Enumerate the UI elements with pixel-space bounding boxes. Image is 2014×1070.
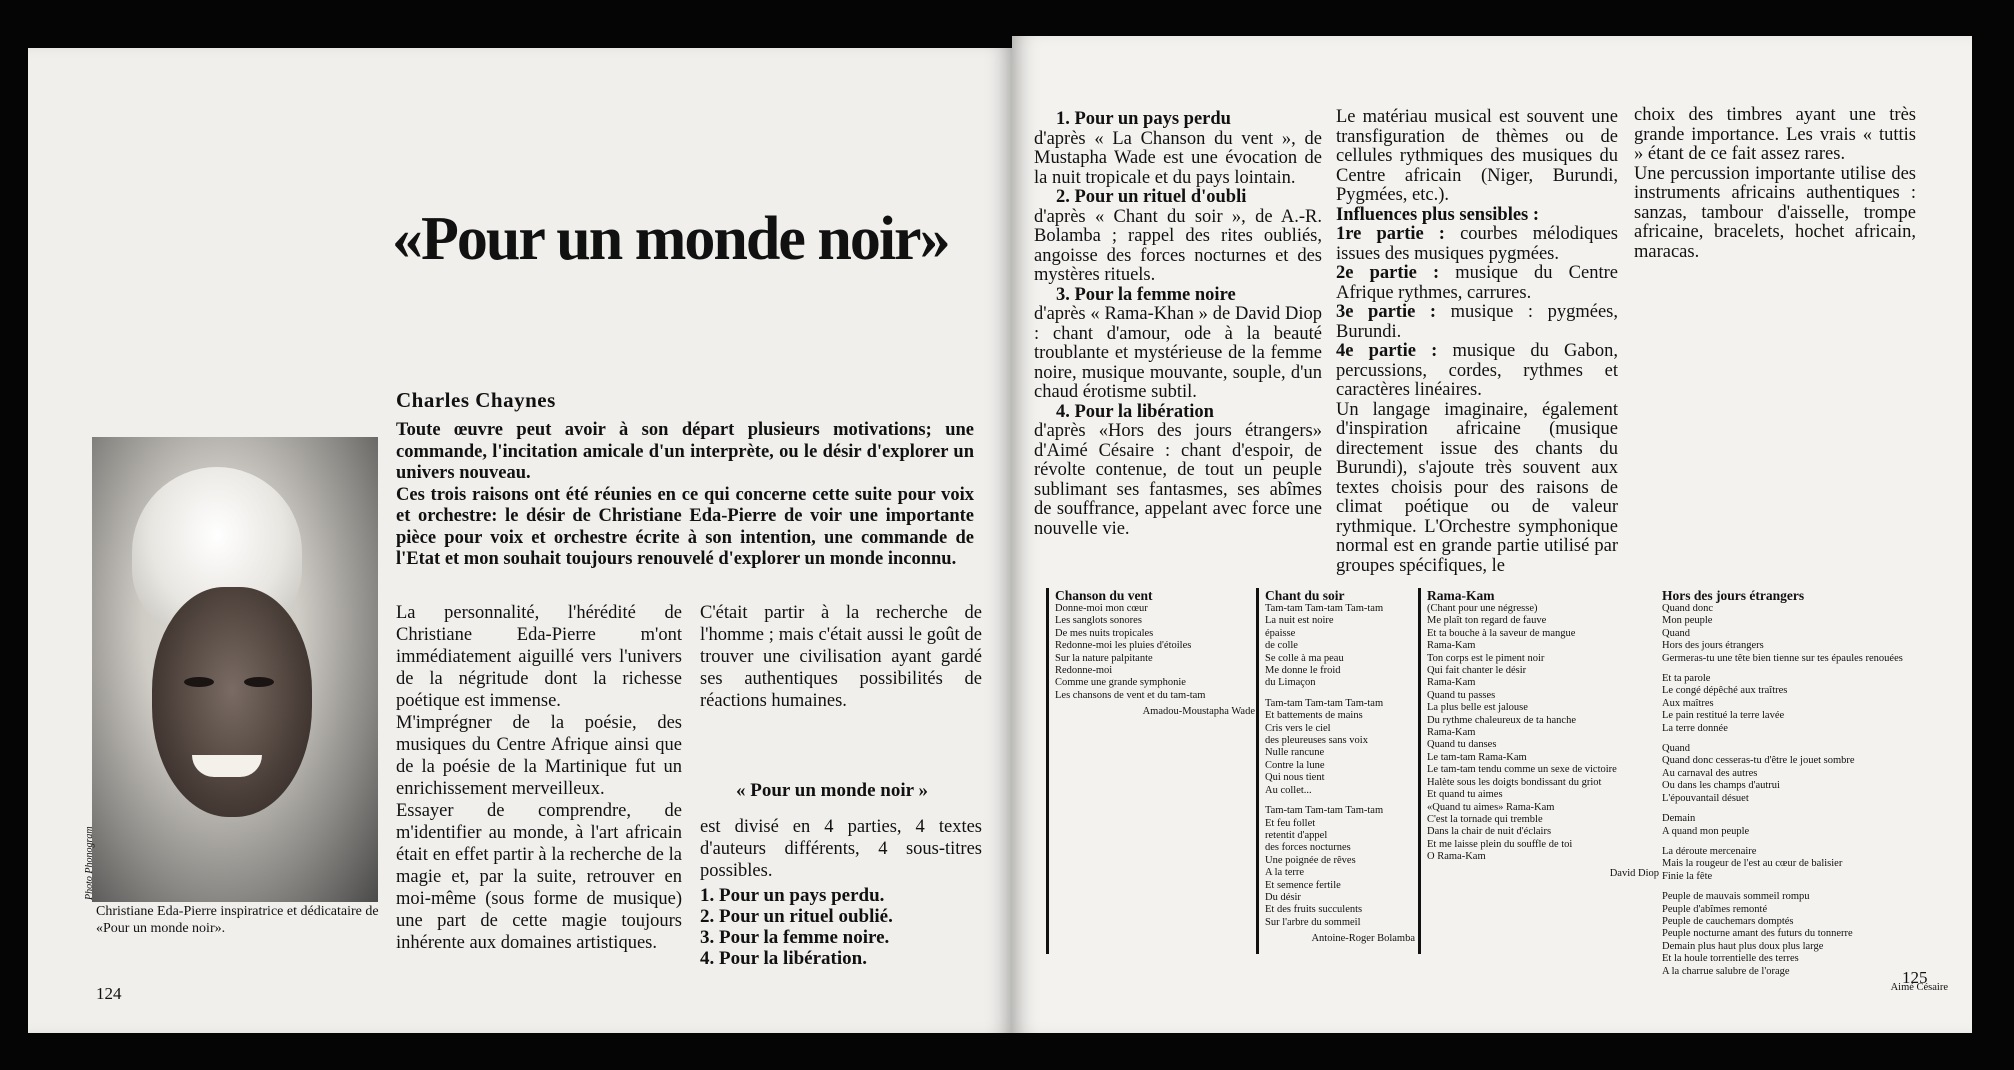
part-heading: 4. Pour la libération	[1056, 401, 1214, 422]
poem-author: Amadou-Moustapha Wade	[1142, 706, 1255, 718]
poem-line: Mais la rougeur de l'est au cœur de balisier	[1662, 858, 1843, 870]
poem-line: A la charrue salubre de l'orage	[1662, 965, 1790, 977]
right-column-2	[1336, 108, 1618, 576]
poem-line: Au carnaval des autres	[1662, 767, 1758, 779]
poem-line: de colle	[1265, 640, 1298, 652]
poem-title: Hors des jours étrangers	[1662, 588, 1805, 603]
poem-line: Cris vers le ciel	[1265, 722, 1331, 734]
poem-line	[1662, 735, 1948, 743]
poem-line: Donne-moi mon cœur	[1055, 603, 1148, 614]
poem-line: Et ta parole	[1662, 673, 1711, 685]
poem-line: Peuple nocturne amant des futurs du tonnerre	[1662, 928, 1853, 940]
poem-author: Antoine-Roger Bolamba	[1311, 933, 1415, 945]
part-text: courbes mélodiques issues des musiques pygmées.	[1336, 224, 1619, 264]
poem-author: David Diop	[1609, 867, 1659, 879]
poem-line: Et la houle torrentielle des terres	[1662, 953, 1799, 965]
poem-line: Contre la lune	[1265, 759, 1325, 771]
body-paragraph: C'était partir à la recherche de l'homme ; mais c'était aussi le goût de trouver une civilisation ayant gardé ses authentiques possibilités de réactions humaines.	[700, 603, 982, 711]
poem-line: De mes nuits tropicales	[1055, 627, 1154, 639]
poem-line: Les sanglots sonores	[1055, 615, 1142, 627]
poem-line: Quand tu passes	[1427, 689, 1496, 701]
poem-line: Et me laisse plein du souffle de toi	[1427, 838, 1573, 850]
poem-line: Aux maîtres	[1662, 697, 1714, 709]
portrait-photo	[92, 437, 378, 902]
part-label: 1re partie :	[1336, 224, 1445, 244]
list-item: 3. Pour la femme noire.	[700, 927, 890, 948]
poem-line: Et semence fertile	[1265, 879, 1341, 891]
poem-line: Redonne-moi les pluies d'étoiles	[1055, 640, 1192, 652]
poem-line: Rama-Kam	[1427, 640, 1476, 652]
poem-line: Germeras-tu une tête bien tienne sur tes épaules renouées	[1662, 652, 1903, 664]
poem-line	[1662, 883, 1948, 891]
poem-line: O Rama-Kam	[1427, 851, 1486, 863]
poem-line: Comme une grande symphonie	[1055, 677, 1186, 689]
poem-line: L'épouvantail désuet	[1662, 792, 1749, 804]
poem-line: Nulle rancune	[1265, 747, 1325, 759]
poem-line: Du rythme chaleureux de ta hanche	[1427, 714, 1576, 726]
poem-block	[1418, 588, 1659, 954]
part-heading: 2. Pour un rituel d'oubli	[1056, 187, 1247, 207]
poem-line: Et feu follet	[1265, 817, 1316, 829]
poem-line: Qui nous tient	[1265, 772, 1325, 784]
poem-line	[1662, 838, 1948, 846]
poem-line: La terre donnée	[1662, 722, 1728, 734]
part-heading: 1. Pour un pays perdu	[1056, 109, 1231, 129]
parts-list	[700, 885, 893, 969]
poem-line: Le pain restitué la terre lavée	[1662, 710, 1785, 722]
poem-line: des forces nocturnes	[1265, 842, 1351, 854]
poem-line: Mon peuple	[1662, 615, 1713, 627]
part-text: d'après « La Chanson du vent », de Mustapha Wade est une évocation de la nuit tropicale et du pays lointain.	[1034, 128, 1322, 188]
poem-line: retentit d'appel	[1265, 829, 1328, 841]
body-paragraph: Un langage imaginaire, également d'inspiration africaine (musique directement issue des chants du Burundi), s'ajoute très souvent aux textes choisis pour des raisons de climat poétique ou de valeur rythmique. L'Orchestre symphonique normal est en grande partie utilisé par groupes spécifiques, le	[1336, 399, 1618, 576]
right-column-1	[1034, 110, 1322, 539]
poem-line: A la terre	[1265, 867, 1305, 879]
intro-paragraph: Toute œuvre peut avoir à son départ plusieurs motivations; une commande, l'incitation amicale d'un interprète, ou le désir d'explorer un univers nouveau.	[396, 420, 974, 483]
poem-line: Tam-tam Tam-tam Tam-tam	[1265, 805, 1384, 817]
poem-line: Quand tu danses	[1427, 739, 1497, 751]
influences-heading: Influences plus sensibles :	[1336, 204, 1540, 225]
poem-line: Qui fait chanter le désir	[1427, 665, 1527, 677]
poem-line: Les chansons de vent et du tam-tam	[1055, 689, 1206, 701]
poem-line: Dans la chair de nuit d'éclairs	[1427, 826, 1552, 838]
poem-line: Me plaît ton regard de fauve	[1427, 615, 1547, 627]
poem-line: «Quand tu aimes» Rama-Kam	[1427, 801, 1555, 813]
poem-line: Quand donc cesseras-tu d'être le jouet sombre	[1662, 755, 1855, 767]
poem-line: La déroute mercenaire	[1662, 845, 1757, 857]
poem-line: Finie la fête	[1662, 870, 1713, 882]
poem-author: Aimé Césaire	[1890, 981, 1948, 993]
part-text: d'après «Hors des jours étrangers» d'Aimé Césaire : chant d'espoir, de révolte contenue, de tout un peuple sublimant ses fantasmes, ses abîmes de souffrance, appelant avec force une nouvelle vie.	[1034, 421, 1322, 539]
poem-line: Ton corps est le piment noir	[1427, 652, 1545, 664]
poem-line: Tam-tam Tam-tam Tam-tam	[1265, 697, 1384, 709]
poem-line: C'est la tornade qui tremble	[1427, 813, 1543, 825]
left-column-2	[700, 602, 982, 712]
poem-line: Du désir	[1265, 891, 1301, 903]
poem-title: Chant du soir	[1265, 588, 1345, 603]
body-paragraph: Essayer de comprendre, de m'identifier au monde, à l'art africain était en effet partir à la recherche de la magie et, par la suite, retrouver en moi-même (sous forme de musique) une part de cette magie toujours inhérente aux domaines artistiques.	[396, 801, 682, 953]
poem-line: Et des fruits succulents	[1265, 904, 1363, 916]
poem-line: La plus belle est jalouse	[1427, 702, 1528, 714]
poem-line: Demain	[1662, 813, 1696, 825]
page-number-right: 125	[1902, 968, 1928, 987]
left-column-1	[396, 602, 682, 954]
body-paragraph: est divisé en 4 parties, 4 textes d'auteurs différents, 4 sous-titres possibles.	[700, 817, 982, 881]
poem-block	[1256, 588, 1415, 954]
list-item: 1. Pour un pays perdu.	[700, 885, 885, 906]
poem-line: Hors des jours étrangers	[1662, 640, 1764, 652]
poem-line: Et quand tu aimes	[1427, 789, 1503, 801]
poem-line: Peuple de mauvais sommeil rompu	[1662, 891, 1810, 903]
poem-line: Se colle à ma peau	[1265, 652, 1344, 664]
intro-text	[396, 420, 974, 571]
intro-paragraph: Ces trois raisons ont été réunies en ce qui concerne cette suite pour voix et orchestre: le désir de Christiane Eda-Pierre de voir une importante pièce pour voix et orchestre écrite à son intention, une commande de l'Etat et mon souhait toujours renouvelé d'explorer un monde inconnu.	[396, 484, 974, 569]
part-text: musique du Gabon, percussions, cordes, rythmes et caractères linéaires.	[1336, 341, 1619, 400]
poem-title: Rama-Kam	[1427, 588, 1495, 603]
poem-line: Le tam-tam Rama-Kam	[1427, 751, 1527, 763]
poem-line: Quand	[1662, 743, 1690, 755]
poem-line: épaisse	[1265, 627, 1296, 639]
article-title: «Pour un monde noir»	[392, 205, 949, 273]
poem-line	[1265, 797, 1415, 805]
poem-line: Et battements de mains	[1265, 710, 1363, 722]
poem-line: Redonne-moi	[1055, 665, 1113, 677]
section-subhead: « Pour un monde noir »	[736, 780, 928, 801]
poem-line: Et ta bouche à la saveur de mangue	[1427, 627, 1576, 639]
poem-line: Demain plus haut plus doux plus large	[1662, 940, 1824, 952]
photo-credit: Photo Phonogram	[84, 826, 95, 900]
list-item: 4. Pour la libération.	[700, 948, 867, 969]
poem-line: Peuple de cauchemars domptés	[1662, 915, 1794, 927]
part-label: 4e partie :	[1336, 341, 1438, 361]
poem-line: Le tam-tam tendu comme un sexe de victoire	[1427, 764, 1617, 776]
poem-line: Quand	[1662, 627, 1690, 639]
part-text: d'après « Chant du soir », de A.-R. Bolamba ; rappel des rites oubliés, angoisse des forces nocturnes et des mystères rituels.	[1034, 206, 1322, 285]
part-text: musique du Centre Afrique rythmes, carrures.	[1336, 263, 1618, 303]
body-paragraph: Le matériau musical est souvent une transfiguration de thèmes ou de cellules rythmiques des musiques du Centre africain (Niger, Burundi, Pygmées, etc.).	[1336, 107, 1618, 205]
poem-block	[1046, 588, 1255, 954]
poem-line: Ou dans les champs d'autrui	[1662, 780, 1780, 792]
page-number-left: 124	[96, 984, 122, 1003]
article-author: Charles Chaynes	[396, 388, 556, 412]
body-paragraph: La personnalité, l'hérédité de Christiane Eda-Pierre m'ont immédiatement aiguillé vers l'univers de la négritude dont la richesse poétique est immense.	[396, 603, 682, 711]
poem-line: du Limaçon	[1265, 677, 1316, 689]
left-column-2b	[700, 816, 982, 882]
poem-line: Tam-tam Tam-tam Tam-tam	[1265, 603, 1384, 614]
poem-line	[1662, 805, 1948, 813]
poem-subtitle: (Chant pour une négresse)	[1427, 603, 1538, 614]
poem-line: Me donne le froid	[1265, 665, 1341, 677]
poem-line: Halète sous les doigts bondissant du griot	[1427, 776, 1602, 788]
body-paragraph: M'imprégner de la poésie, des musiques du Centre Afrique ainsi que de la poésie de la Martinique fut un enrichissement merveilleux.	[396, 713, 682, 799]
poem-line: Le congé dépêché aux traîtres	[1662, 685, 1788, 697]
body-paragraph: Une percussion importante utilise des instruments africains authentiques : sanzas, tambour d'aisselle, trompe africaine, bracelets, hochet africain, maracas.	[1634, 163, 1916, 262]
list-item: 2. Pour un rituel oublié.	[700, 906, 893, 927]
poem-title: Chanson du vent	[1055, 588, 1153, 603]
right-column-3	[1634, 106, 1916, 262]
part-heading: 3. Pour la femme noire	[1056, 284, 1236, 305]
poem-line: La nuit est noire	[1265, 615, 1334, 627]
poem-line: Sur l'arbre du sommeil	[1265, 916, 1361, 928]
part-label: 2e partie :	[1336, 263, 1440, 283]
poem-line: Quand donc	[1662, 603, 1714, 614]
poem-line: Peuple d'abîmes remonté	[1662, 903, 1768, 915]
poem-line: Une poignée de rêves	[1265, 854, 1356, 866]
poem-line: Rama-Kam	[1427, 727, 1476, 739]
poem-line: des pleureuses sans voix	[1265, 735, 1368, 747]
poem-line: Sur la nature palpitante	[1055, 652, 1153, 664]
photo-caption: Christiane Eda-Pierre inspiratrice et dédicataire de «Pour un monde noir».	[96, 904, 379, 936]
poem-line: Au collet...	[1265, 784, 1312, 796]
part-label: 3e partie :	[1336, 302, 1437, 322]
body-paragraph: choix des timbres ayant une très grande importance. Les vrais « tuttis » étant de ce fait assez rares.	[1634, 105, 1916, 164]
poem-line	[1662, 665, 1948, 673]
part-text: musique : pygmées, Burundi.	[1336, 302, 1618, 342]
poem-line	[1265, 690, 1415, 698]
poem-line: Rama-Kam	[1427, 677, 1476, 689]
part-text: d'après « Rama-Khan » de David Diop : chant d'amour, ode à la beauté troublante et mystérieuse de la femme noire, musique mouvante, souple, d'un chaud érotisme subtil.	[1034, 304, 1322, 402]
poem-line: A quand mon peuple	[1662, 825, 1750, 837]
